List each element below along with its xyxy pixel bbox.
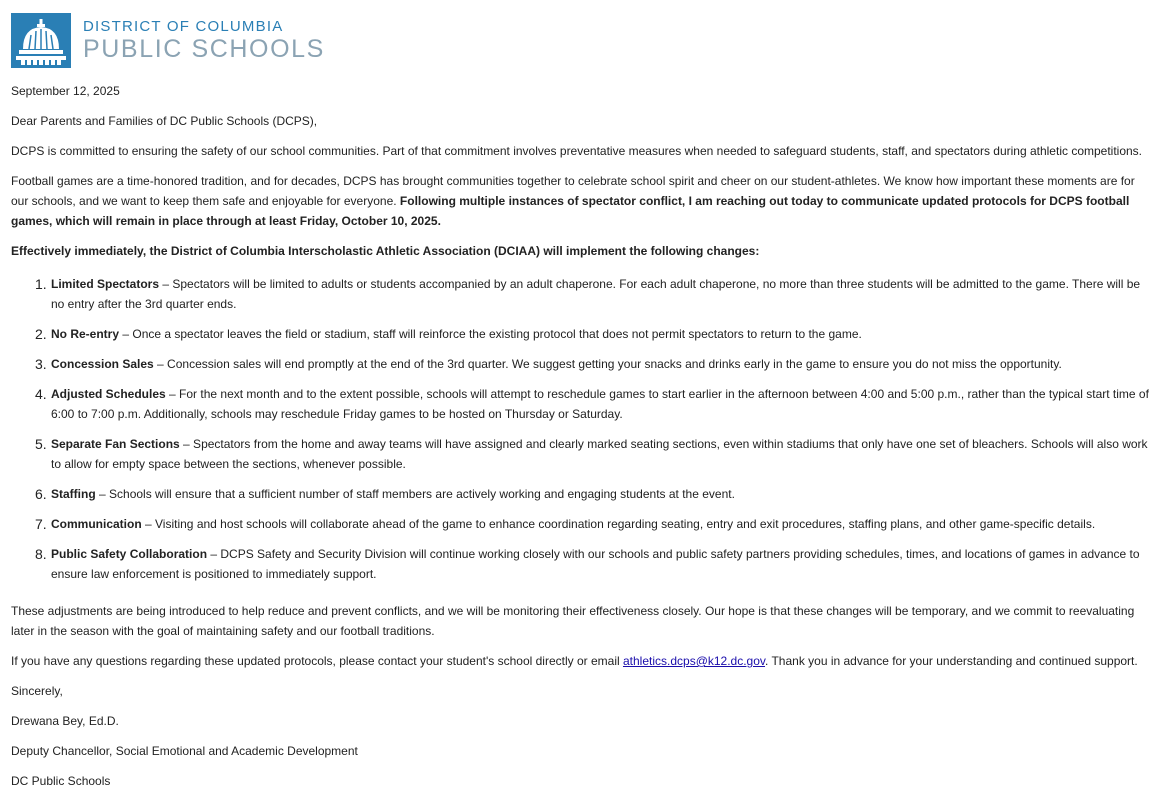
signer-org: DC Public Schools [11,774,111,788]
list-item [11,514,1156,534]
list-item-text: – Schools will ensure that a sufficient number of staff members are actively working and engaging students at the event. [95,487,735,501]
signer-title: Deputy Chancellor, Social Emotional and Academic Development [11,744,358,758]
list-item-title: Limited Spectators [51,277,160,291]
logo-line-1: DISTRICT OF COLUMBIA [83,18,284,35]
list-item-title: Adjusted Schedules [51,387,166,401]
list-number: 4. [35,386,47,402]
changes-list [11,274,1156,594]
list-item-text: – Spectators will be limited to adults or students accompanied by an adult chaperone. For each adult chaperone, no more than three students will be admitted to the game. There will be no entry after the 3rd quarter ends. [51,277,1141,311]
capitol-dome-icon [11,13,71,68]
list-item-title: Staffing [51,487,96,501]
questions-text-before: If you have any questions regarding these updated protocols, please contact your student's school directly or email [11,654,623,668]
list-number: 5. [35,436,47,452]
logo-line-2: PUBLIC SCHOOLS [83,35,325,63]
signer-name: Drewana Bey, Ed.D. [11,714,119,728]
list-number: 6. [35,486,47,502]
list-item-title: Concession Sales [51,357,154,371]
list-item-title: Public Safety Collaboration [51,547,208,561]
list-number: 1. [35,276,47,292]
list-item-text: – Concession sales will end promptly at the end of the 3rd quarter. We suggest getting your snacks and drinks early in the game to ensure you do not miss the opportunity. [153,357,1062,371]
list-item-text: – Visiting and host schools will collaborate ahead of the game to enhance coordination regarding seating, entry and exit procedures, staffing plans, and other game-specific details. [141,517,1096,531]
list-number: 3. [35,356,47,372]
list-item [11,484,1156,504]
list-item-text: – DCPS Safety and Security Division will continue working closely with our schools and public safety partners providing schedules, times, and locations of games in advance to ensure law enforcement is positioned to immediately support. [51,547,1140,581]
list-item-text: – Spectators from the home and away teams will have assigned and clearly marked seating sections, even within stadiums that only have one set of bleachers. Schools will also work to allow for empty space between the sections, whenever possible. [51,437,1148,471]
football-paragraph [11,171,1149,231]
salutation: Dear Parents and Families of DC Public Schools (DCPS), [11,114,318,128]
dcps-logo [11,8,1156,72]
questions-text-after: . Thank you in advance for your understanding and continued support. [765,654,1138,668]
list-number: 7. [35,516,47,532]
list-item [11,354,1156,374]
football-bold-text: Following multiple instances of spectator conflict, I am reaching out today to communicate updated protocols for DCPS football games, which will remain in place through at least Friday, October 10, 2025. [11,194,1130,228]
football-text: Football games are a time-honored tradition, and for decades, DCPS has brought communities together to celebrate school spirit and cheer on our student-athletes. We know how important these moments are for our schools, and we want to keep them safe and enjoyable for everyone. [11,174,1135,208]
list-item-title: Separate Fan Sections [51,437,180,451]
questions-paragraph [11,651,1151,671]
list-number: 2. [35,326,47,342]
list-item-title: No Re-entry [51,327,120,341]
adjustments-paragraph: These adjustments are being introduced to help reduce and prevent conflicts, and we will be monitoring their effectiveness closely. Our hope is that these changes will be temporary, and we commit to reevaluating later in the season with the goal of maintaining safety and our football traditions. [11,604,1135,638]
logo-wordmark [83,18,325,62]
list-item [11,434,1156,474]
list-item [11,324,1156,344]
email-link[interactable]: athletics.dcps@k12.dc.gov [622,654,766,668]
letter-date: September 12, 2025 [11,84,120,98]
letter-page [11,0,1156,788]
list-item-title: Communication [51,517,142,531]
list-item-text: – Once a spectator leaves the field or stadium, staff will reinforce the existing protocol that does not permit spectators to return to the game. [119,327,862,341]
list-number: 8. [35,546,47,562]
list-item [11,384,1156,424]
intro-paragraph: DCPS is committed to ensuring the safety of our school communities. Part of that commitment involves preventative measures when needed to safeguard students, staff, and spectators during athletic competitions. [11,144,1143,158]
list-item-text: – For the next month and to the extent possible, schools will attempt to reschedule games to start earlier in the afternoon between 4:00 and 5:00 p.m., rather than the typical start time of 6:00 to 7:00 p.m. Additionally, schools may reschedule Friday games to be hosted on Thursday or Saturday. [51,387,1149,421]
list-item [11,544,1156,584]
list-item [11,274,1156,314]
effective-statement: Effectively immediately, the District of Columbia Interscholastic Athletic Association (DCIAA) will implement the following changes: [11,244,760,258]
closing: Sincerely, [11,684,63,698]
